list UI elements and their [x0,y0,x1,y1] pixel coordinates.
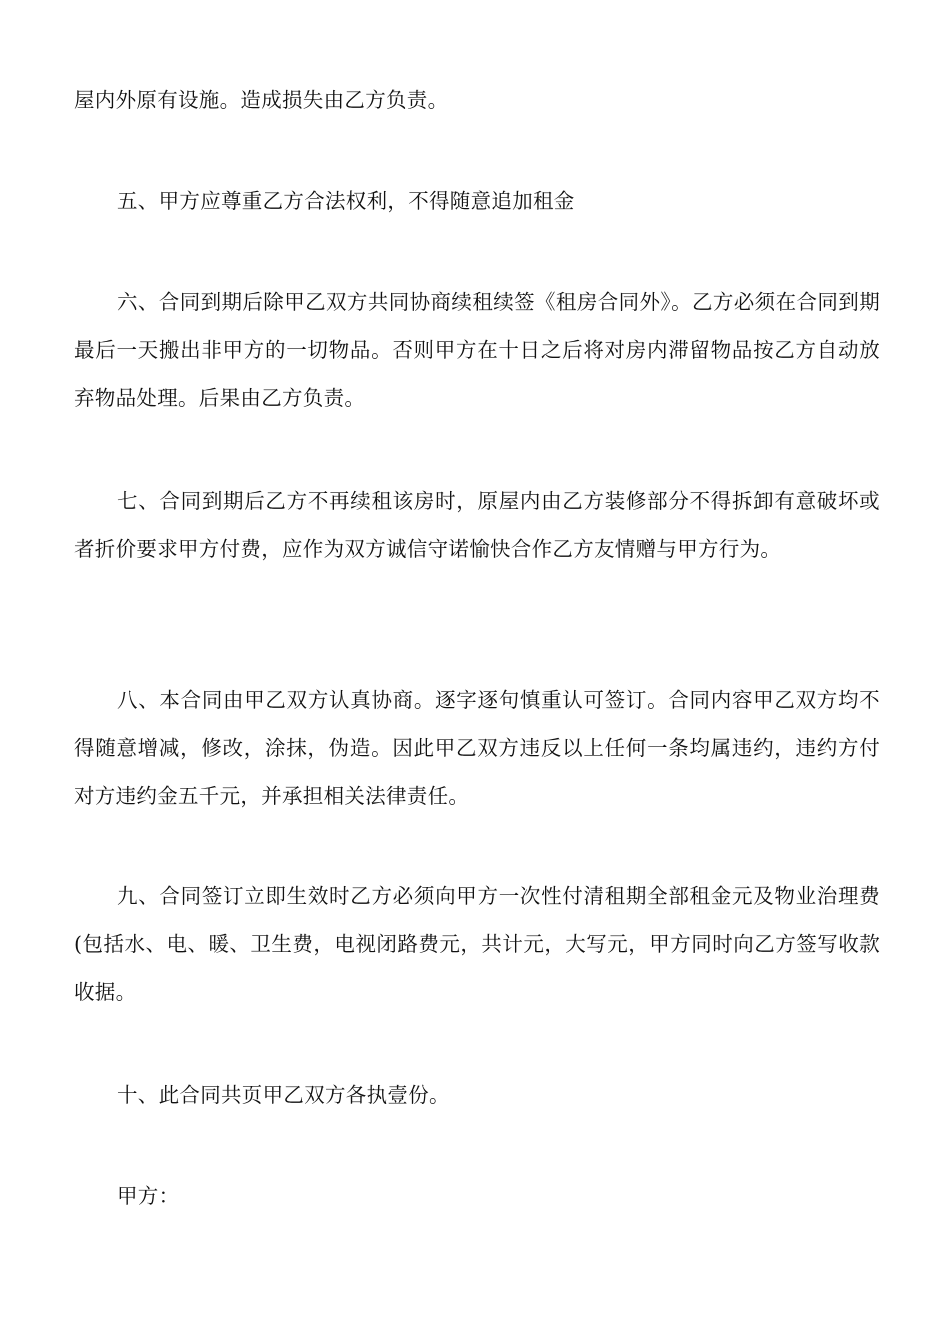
party-a-signature-label: 甲方： [117,1184,180,1208]
clause-7: 七、合同到期后乙方不再续租该房时，原屋内由乙方装修部分不得拆卸有意破坏或者折价要求甲方付费，应作为双方诚信守诺愉快合作乙方友情赠与甲方行为。 [74,489,880,561]
clause-5: 五、甲方应尊重乙方合法权利，不得随意追加租金 [117,189,575,213]
clause-8: 八、本合同由甲乙双方认真协商。逐字逐句慎重认可签订。合同内容甲乙双方均不得随意增减，修改，涂抹，伪造。因此甲乙双方违反以上任何一条均属违约，违约方付对方违约金五千元，并承担相关法律责任。 [74,688,880,808]
clause-6: 六、合同到期后除甲乙双方共同协商续租续签《租房合同外》。乙方必须在合同到期最后一天搬出非甲方的一切物品。否则甲方在十日之后将对房内滞留物品按乙方自动放弃物品处理。后果由乙方负责。 [74,290,880,410]
clause-9: 九、合同签订立即生效时乙方必须向甲方一次性付清租期全部租金元及物业治理费(包括水、电、暖、卫生费，电视闭路费元，共计元，大写元，甲方同时向乙方签写收款收据。 [74,884,880,1004]
paragraph-continuation: 屋内外原有设施。造成损失由乙方负责。 [74,88,449,112]
clause-10: 十、此合同共页甲乙双方各执壹份。 [117,1083,450,1107]
